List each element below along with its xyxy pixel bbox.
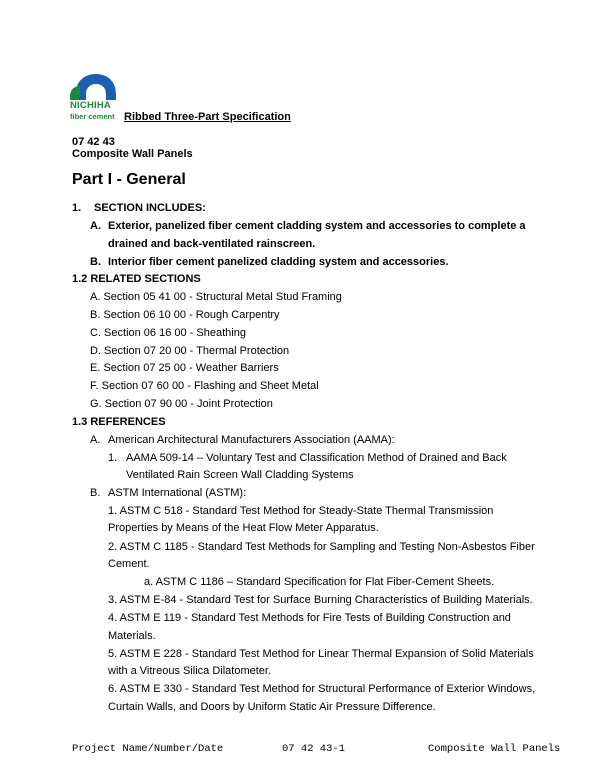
reference-b5-line1: 5. ASTM E 228 - Standard Test Method for Linear Thermal Expansion of Solid Materials — [108, 648, 534, 660]
reference-a1-line1: AAMA 509-14 – Voluntary Test and Classification Method of Drained and Back — [126, 452, 507, 464]
related-item: A. Section 05 41 00 - Structural Metal Stud Framing — [90, 291, 342, 303]
reference-b1-line2: Properties by Means of the Heat Flow Meter Apparatus. — [108, 522, 379, 534]
includes-item-b-label: B. — [90, 256, 101, 268]
reference-b2-line2: Cement. — [108, 558, 150, 570]
reference-b4-line2: Materials. — [108, 630, 156, 642]
reference-b5-line2: with a Vitreous Silica Dilatometer. — [108, 665, 272, 677]
footer-page-number: 07 42 43-1 — [282, 743, 346, 755]
reference-b1-line1: 1. ASTM C 518 - Standard Test Method for Steady-State Thermal Transmission — [108, 505, 494, 517]
reference-b4-line1: 4. ASTM E 119 - Standard Test Methods for Fire Tests of Building Construction and — [108, 612, 511, 624]
includes-item-b-text: Interior fiber cement panelized cladding system and accessories. — [108, 256, 449, 268]
related-item: B. Section 06 10 00 - Rough Carpentry — [90, 309, 280, 321]
section-title: Composite Wall Panels — [72, 148, 193, 160]
reference-a-text: American Architectural Manufacturers Association (AAMA): — [108, 434, 395, 446]
nichiha-logo — [70, 70, 120, 126]
part-title: Part I - General — [72, 171, 186, 188]
includes-item-a-line2: drained and back-ventilated rainscreen. — [108, 238, 316, 250]
reference-a1-label: 1. — [108, 452, 118, 464]
reference-b3: 3. ASTM E-84 - Standard Test for Surface Burning Characteristics of Building Materials. — [108, 594, 533, 606]
reference-a1-line2: Ventilated Rain Screen Wall Cladding Systems — [126, 469, 354, 481]
logo-tagline: fiber cement — [70, 112, 115, 121]
reference-a-label: A. — [90, 434, 101, 446]
footer-section-title: Composite Wall Panels — [428, 743, 561, 755]
reference-b2-line1: 2. ASTM C 1185 - Standard Test Methods for Sampling and Testing Non-Asbestos Fiber — [108, 541, 535, 553]
heading-related-sections: 1.2 RELATED SECTIONS — [72, 273, 201, 285]
reference-b6-line1: 6. ASTM E 330 - Standard Test Method for Structural Performance of Exterior Windows, — [108, 683, 536, 695]
related-item: E. Section 07 25 00 - Weather Barriers — [90, 362, 279, 374]
related-item: C. Section 06 16 00 - Sheathing — [90, 327, 246, 339]
related-item: F. Section 07 60 00 - Flashing and Sheet Metal — [90, 380, 319, 392]
footer-project-info: Project Name/Number/Date — [72, 743, 224, 755]
includes-item-a-line1: Exterior, panelized fiber cement cladding system and accessories to complete a — [108, 220, 526, 232]
nichiha-logo-icon — [70, 70, 118, 102]
reference-b6-line2: Curtain Walls, and Doors by Uniform Static Air Pressure Difference. — [108, 701, 436, 713]
heading-section-includes — [72, 201, 206, 215]
reference-b2a: a. ASTM C 1186 – Standard Specification for Flat Fiber-Cement Sheets. — [144, 576, 495, 588]
logo-wordmark: NICHIHA — [70, 100, 111, 111]
includes-item-a-label: A. — [90, 220, 101, 232]
related-item: G. Section 07 90 00 - Joint Protection — [90, 398, 273, 410]
section-number: 07 42 43 — [72, 136, 115, 148]
heading-text: SECTION INCLUDES: — [94, 202, 206, 214]
reference-b-label: B. — [90, 487, 101, 499]
heading-number: 1. — [72, 202, 82, 214]
heading-references: 1.3 REFERENCES — [72, 416, 166, 428]
reference-b-text: ASTM International (ASTM): — [108, 487, 247, 499]
related-item: D. Section 07 20 00 - Thermal Protection — [90, 345, 290, 357]
spec-title: Ribbed Three-Part Specification — [124, 111, 291, 123]
